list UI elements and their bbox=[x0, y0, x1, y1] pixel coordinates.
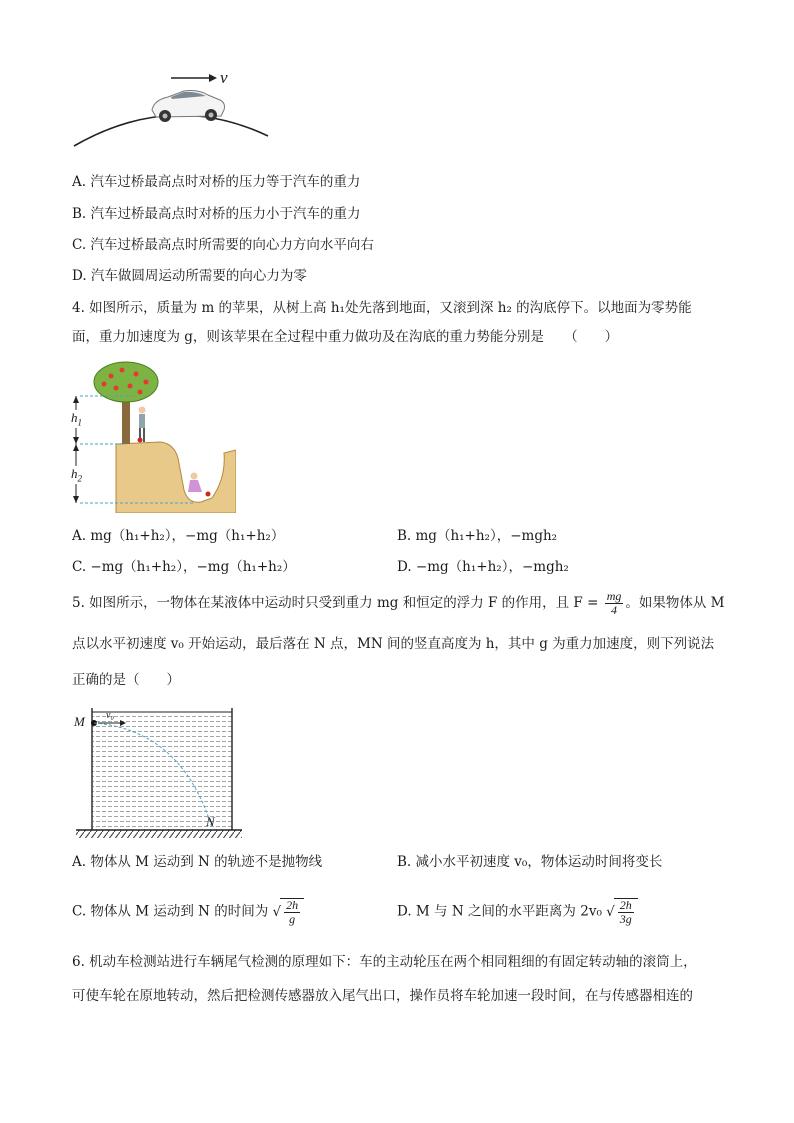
q3-option-a: A. 汽车过桥最高点时对桥的压力等于汽车的重力 bbox=[72, 174, 361, 190]
q6-line1: 6. 机动车检测站进行车辆尾气检测的原理如下：车的主动轮压在两个相同粗细的有固定转动轴的滚筒上， bbox=[72, 954, 697, 970]
q3-option-d: D. 汽车做圆周运动所需要的向心力为零 bbox=[72, 268, 307, 284]
q4-option-b: B. mg（h₁+h₂），−mgh₂ bbox=[397, 528, 558, 544]
q5-option-b: B. 减小水平初速度 v₀，物体运动时间将变长 bbox=[397, 854, 663, 870]
q4-option-d: D. −mg（h₁+h₂），−mgh₂ bbox=[397, 559, 569, 575]
q5-stem-line1: 5. 如图所示，一物体在某液体中运动时只受到重力 mg 和恒定的浮力 F 的作用，且 F = $\frac{mg}{4}$ 。如果物体从 M bbox=[72, 589, 725, 617]
q4-stem-line1: 4. 如图所示，质量为 m 的苹果，从树上高 h₁处先落到地面，又滚到深 h₂ 的沟底停下。以地面为零势能 bbox=[72, 300, 692, 316]
q5-option-a: A. 物体从 M 运动到 N 的轨迹不是抛物线 bbox=[72, 854, 323, 870]
distance-formula: √ $\frac{2h}{3g}$ bbox=[606, 898, 638, 926]
q3-option-b: B. 汽车过桥最高点时对桥的压力小于汽车的重力 bbox=[72, 206, 361, 222]
h2-label: $h_2$ bbox=[71, 466, 82, 484]
time-formula: √ $\frac{2h}{g}$ bbox=[273, 898, 305, 926]
q5-stem-line2: 点以水平初速度 v₀ 开始运动，最后落在 N 点，MN 间的竖直高度为 h，其中 g 为重力加速度，则下列说法 bbox=[72, 636, 715, 652]
v0-label: v₀ bbox=[106, 710, 114, 721]
q5-stem-line3: 正确的是（ ） bbox=[72, 672, 180, 688]
point-n-label: N bbox=[206, 814, 215, 829]
q6-line2: 可使车轮在原地转动，然后把检测传感器放入尾气出口，操作员将车轮加速一段时间，在与传感器相连的 bbox=[72, 988, 693, 1004]
velocity-label: v bbox=[220, 68, 228, 87]
q5-option-d: D. M 与 N 之间的水平距离为 2v₀ √ $\frac{2h}{3g}$ bbox=[397, 898, 638, 926]
q4-stem-line2: 面，重力加速度为 g，则该苹果在全过程中重力做功及在沟底的重力势能分别是 （ ） bbox=[72, 329, 619, 345]
buoyancy-fraction: $\frac{mg}{4}$ bbox=[606, 589, 622, 617]
liquid-container-figure bbox=[72, 704, 247, 844]
q5-option-c: C. 物体从 M 运动到 N 的时间为 √ $\frac{2h}{g}$ bbox=[72, 898, 304, 926]
car-on-bridge-figure bbox=[66, 60, 276, 150]
q3-option-c: C. 汽车过桥最高点时所需要的向心力方向水平向右 bbox=[72, 237, 374, 253]
point-m-label: M bbox=[74, 714, 85, 729]
q4-option-c: C. −mg（h₁+h₂），−mg（h₁+h₂） bbox=[72, 559, 296, 575]
h1-label: $h_1$ bbox=[71, 410, 82, 428]
q4-option-a: A. mg（h₁+h₂），−mg（h₁+h₂） bbox=[72, 528, 285, 544]
apple-tree-ditch-figure bbox=[66, 358, 236, 513]
